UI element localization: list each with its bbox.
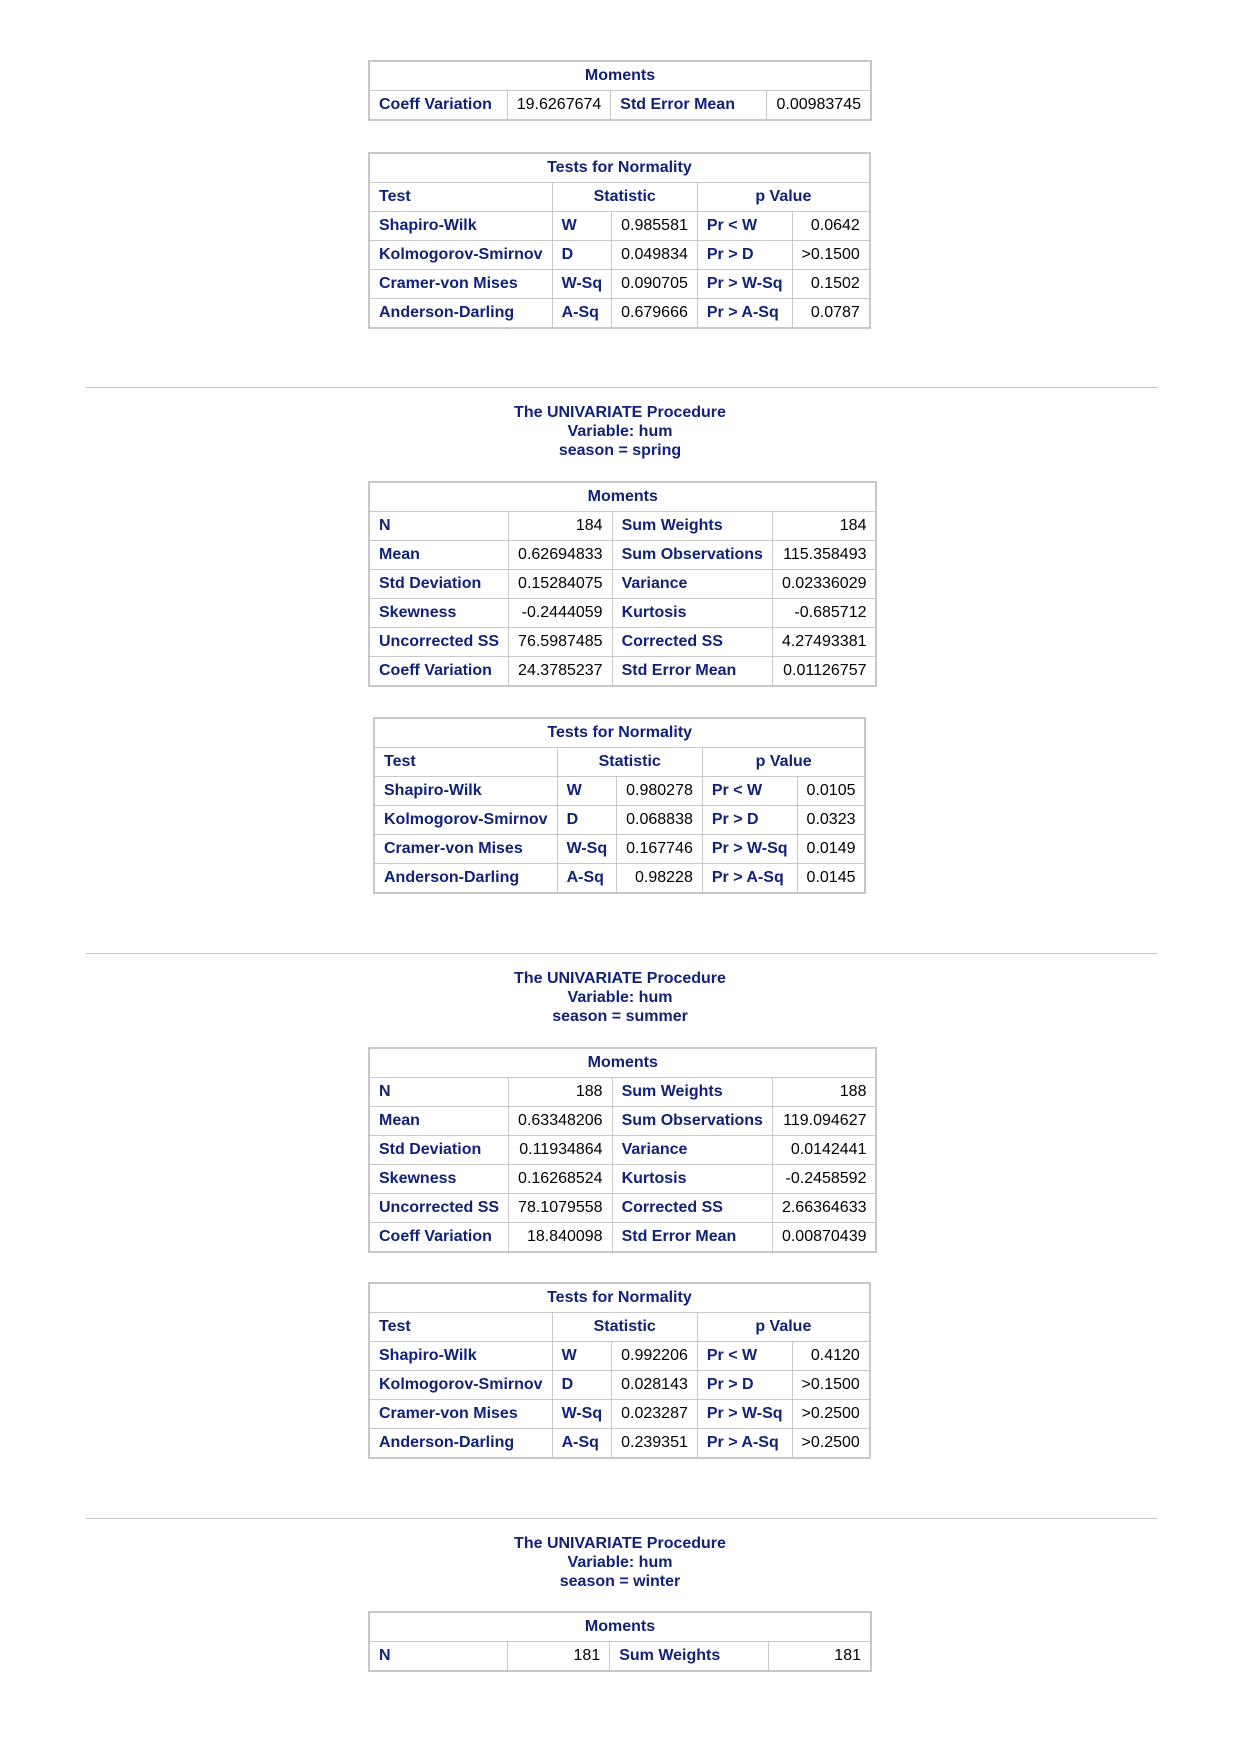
stat-symbol: A-Sq: [552, 299, 612, 329]
row-label: Std Deviation: [369, 570, 509, 599]
stat-value: 0.090705: [612, 270, 698, 299]
table-row: [369, 1136, 876, 1165]
table-row: [374, 864, 865, 894]
row-value: 119.094627: [772, 1107, 876, 1136]
row-label: Std Deviation: [369, 1136, 509, 1165]
row-label: Std Error Mean: [611, 91, 767, 121]
section-divider: [86, 387, 1158, 388]
stat-value: 0.980278: [617, 777, 703, 806]
normality-table-summer-wrap: [368, 1282, 871, 1459]
p-value: >0.2500: [792, 1429, 870, 1459]
table-row: [369, 1078, 876, 1107]
moments-table-spring-wrap: [368, 481, 877, 687]
normality-table: [368, 152, 871, 329]
moments-table-top-wrap: [368, 60, 872, 121]
stat-value: 0.028143: [612, 1371, 698, 1400]
table-row: [369, 1400, 870, 1429]
test-name: Anderson-Darling: [374, 864, 557, 894]
test-name: Kolmogorov-Smirnov: [374, 806, 557, 835]
row-value: -0.2444059: [509, 599, 613, 628]
table-row: [369, 91, 871, 121]
stat-value: 0.068838: [617, 806, 703, 835]
row-value: 76.5987485: [509, 628, 613, 657]
stat-symbol: D: [557, 806, 617, 835]
table-row: [369, 1371, 870, 1400]
row-value: 115.358493: [772, 541, 876, 570]
row-label: Mean: [369, 541, 509, 570]
row-label: N: [369, 1642, 507, 1672]
p-label: Pr > D: [697, 241, 792, 270]
table-row: [374, 835, 865, 864]
p-value: 0.0149: [797, 835, 865, 864]
row-value: 2.66364633: [772, 1194, 876, 1223]
p-value: 0.0323: [797, 806, 865, 835]
p-value: >0.1500: [792, 241, 870, 270]
moments-table: [368, 1047, 877, 1253]
row-value: 188: [772, 1078, 876, 1107]
p-label: Pr > D: [702, 806, 797, 835]
season-label: season = summer: [552, 1008, 688, 1025]
table-row: [369, 212, 870, 241]
table-caption: Moments: [369, 61, 871, 91]
p-value: >0.2500: [792, 1400, 870, 1429]
table-row: [369, 541, 876, 570]
row-label: Kurtosis: [612, 599, 772, 628]
column-header: Statistic: [557, 748, 702, 777]
row-value: -0.2458592: [772, 1165, 876, 1194]
table-caption: Moments: [369, 1612, 871, 1642]
row-value: 184: [772, 512, 876, 541]
stat-value: 0.992206: [612, 1342, 698, 1371]
normality-table-spring-wrap: [373, 717, 866, 894]
table-row: [374, 777, 865, 806]
p-label: Pr > D: [697, 1371, 792, 1400]
row-value: 0.00870439: [772, 1223, 876, 1253]
table-caption: Moments: [369, 482, 876, 512]
header-row: [369, 183, 870, 212]
column-header: p Value: [697, 1313, 869, 1342]
row-value: 188: [509, 1078, 613, 1107]
row-label: Uncorrected SS: [369, 628, 509, 657]
table-row: [369, 1429, 870, 1459]
test-name: Anderson-Darling: [369, 1429, 552, 1459]
moments-table-summer-wrap: [368, 1047, 877, 1253]
stat-symbol: W-Sq: [552, 1400, 612, 1429]
row-label: Sum Weights: [612, 1078, 772, 1107]
variable-label: Variable: hum: [567, 1554, 673, 1571]
row-value: 19.6267674: [507, 91, 611, 121]
stat-symbol: W: [552, 1342, 612, 1371]
stat-value: 0.023287: [612, 1400, 698, 1429]
stat-symbol: A-Sq: [557, 864, 617, 894]
table-row: [369, 299, 870, 329]
stat-value: 0.985581: [612, 212, 698, 241]
stat-symbol: D: [552, 1371, 612, 1400]
stat-symbol: A-Sq: [552, 1429, 612, 1459]
p-value: 0.0787: [792, 299, 870, 329]
p-value: 0.0642: [792, 212, 870, 241]
normality-table-top-wrap: [368, 152, 871, 329]
header-row: [369, 1313, 870, 1342]
row-value: 0.63348206: [509, 1107, 613, 1136]
p-label: Pr > W-Sq: [702, 835, 797, 864]
p-value: 0.0145: [797, 864, 865, 894]
stat-symbol: W-Sq: [557, 835, 617, 864]
row-value: 24.3785237: [509, 657, 613, 687]
column-header: p Value: [702, 748, 865, 777]
p-label: Pr < W: [697, 1342, 792, 1371]
normality-table: [373, 717, 866, 894]
row-label: Kurtosis: [612, 1165, 772, 1194]
test-name: Cramer-von Mises: [369, 1400, 552, 1429]
table-caption: Tests for Normality: [369, 1283, 870, 1313]
row-label: Mean: [369, 1107, 509, 1136]
row-label: Sum Observations: [612, 1107, 772, 1136]
stat-value: 0.239351: [612, 1429, 698, 1459]
moments-table: [368, 1611, 872, 1672]
table-row: [369, 599, 876, 628]
table-row: [369, 1223, 876, 1253]
p-value: 0.0105: [797, 777, 865, 806]
row-label: N: [369, 512, 509, 541]
variable-label: Variable: hum: [567, 989, 673, 1006]
procedure-name: The UNIVARIATE Procedure: [514, 1535, 726, 1552]
row-label: Coeff Variation: [369, 1223, 509, 1253]
variable-label: Variable: hum: [567, 423, 673, 440]
procedure-title-summer: [0, 969, 1240, 1026]
table-row: [369, 1342, 870, 1371]
stat-symbol: W: [552, 212, 612, 241]
table-row: [374, 806, 865, 835]
season-label: season = winter: [559, 1573, 681, 1590]
row-value: 184: [509, 512, 613, 541]
row-value: 181: [507, 1642, 610, 1672]
p-label: Pr > A-Sq: [697, 299, 792, 329]
p-label: Pr > W-Sq: [697, 270, 792, 299]
column-header: Statistic: [552, 1313, 697, 1342]
row-label: Coeff Variation: [369, 91, 507, 121]
row-value: 18.840098: [509, 1223, 613, 1253]
row-label: Std Error Mean: [612, 1223, 772, 1253]
moments-table: [368, 60, 872, 121]
table-row: [369, 1194, 876, 1223]
table-row: [369, 512, 876, 541]
column-header: Test: [374, 748, 557, 777]
row-value: 181: [768, 1642, 871, 1672]
row-label: Sum Weights: [612, 512, 772, 541]
row-value: 0.11934864: [509, 1136, 613, 1165]
row-value: 0.02336029: [772, 570, 876, 599]
row-label: Coeff Variation: [369, 657, 509, 687]
normality-table: [368, 1282, 871, 1459]
row-value: 4.27493381: [772, 628, 876, 657]
test-name: Shapiro-Wilk: [374, 777, 557, 806]
section-divider: [86, 1518, 1158, 1519]
table-row: [369, 241, 870, 270]
column-header: Statistic: [552, 183, 697, 212]
stat-symbol: W: [557, 777, 617, 806]
row-value: -0.685712: [772, 599, 876, 628]
p-value: 0.4120: [792, 1342, 870, 1371]
p-label: Pr > A-Sq: [697, 1429, 792, 1459]
row-label: Sum Observations: [612, 541, 772, 570]
row-label: Skewness: [369, 1165, 509, 1194]
stat-value: 0.679666: [612, 299, 698, 329]
row-value: 0.16268524: [509, 1165, 613, 1194]
row-value: 0.0142441: [772, 1136, 876, 1165]
row-label: Std Error Mean: [612, 657, 772, 687]
table-row: [369, 1642, 871, 1672]
row-label: N: [369, 1078, 509, 1107]
procedure-name: The UNIVARIATE Procedure: [514, 404, 726, 421]
table-caption: Moments: [369, 1048, 876, 1078]
section-divider: [86, 953, 1158, 954]
p-value: 0.1502: [792, 270, 870, 299]
test-name: Cramer-von Mises: [374, 835, 557, 864]
row-label: Corrected SS: [612, 628, 772, 657]
table-caption: Tests for Normality: [374, 718, 865, 748]
row-value: 0.62694833: [509, 541, 613, 570]
stat-value: 0.98228: [617, 864, 703, 894]
header-row: [374, 748, 865, 777]
test-name: Kolmogorov-Smirnov: [369, 1371, 552, 1400]
p-label: Pr < W: [702, 777, 797, 806]
test-name: Shapiro-Wilk: [369, 1342, 552, 1371]
test-name: Shapiro-Wilk: [369, 212, 552, 241]
column-header: Test: [369, 183, 552, 212]
row-value: 0.15284075: [509, 570, 613, 599]
row-label: Variance: [612, 570, 772, 599]
table-row: [369, 1165, 876, 1194]
p-label: Pr > W-Sq: [697, 1400, 792, 1429]
p-label: Pr < W: [697, 212, 792, 241]
row-label: Variance: [612, 1136, 772, 1165]
moments-table-winter-wrap: [368, 1611, 872, 1672]
test-name: Anderson-Darling: [369, 299, 552, 329]
row-value: 0.01126757: [772, 657, 876, 687]
table-row: [369, 1107, 876, 1136]
column-header: p Value: [697, 183, 869, 212]
stat-value: 0.049834: [612, 241, 698, 270]
row-label: Corrected SS: [612, 1194, 772, 1223]
row-value: 0.00983745: [767, 91, 871, 121]
row-value: 78.1079558: [509, 1194, 613, 1223]
moments-table: [368, 481, 877, 687]
p-value: >0.1500: [792, 1371, 870, 1400]
stat-symbol: D: [552, 241, 612, 270]
row-label: Uncorrected SS: [369, 1194, 509, 1223]
p-label: Pr > A-Sq: [702, 864, 797, 894]
table-row: [369, 657, 876, 687]
test-name: Cramer-von Mises: [369, 270, 552, 299]
column-header: Test: [369, 1313, 552, 1342]
procedure-name: The UNIVARIATE Procedure: [514, 970, 726, 987]
row-label: Sum Weights: [610, 1642, 769, 1672]
procedure-title-winter: [0, 1534, 1240, 1591]
procedure-title-spring: [0, 403, 1240, 460]
table-row: [369, 570, 876, 599]
table-row: [369, 270, 870, 299]
stat-value: 0.167746: [617, 835, 703, 864]
table-caption: Tests for Normality: [369, 153, 870, 183]
season-label: season = spring: [558, 442, 682, 459]
test-name: Kolmogorov-Smirnov: [369, 241, 552, 270]
table-row: [369, 628, 876, 657]
stat-symbol: W-Sq: [552, 270, 612, 299]
row-label: Skewness: [369, 599, 509, 628]
